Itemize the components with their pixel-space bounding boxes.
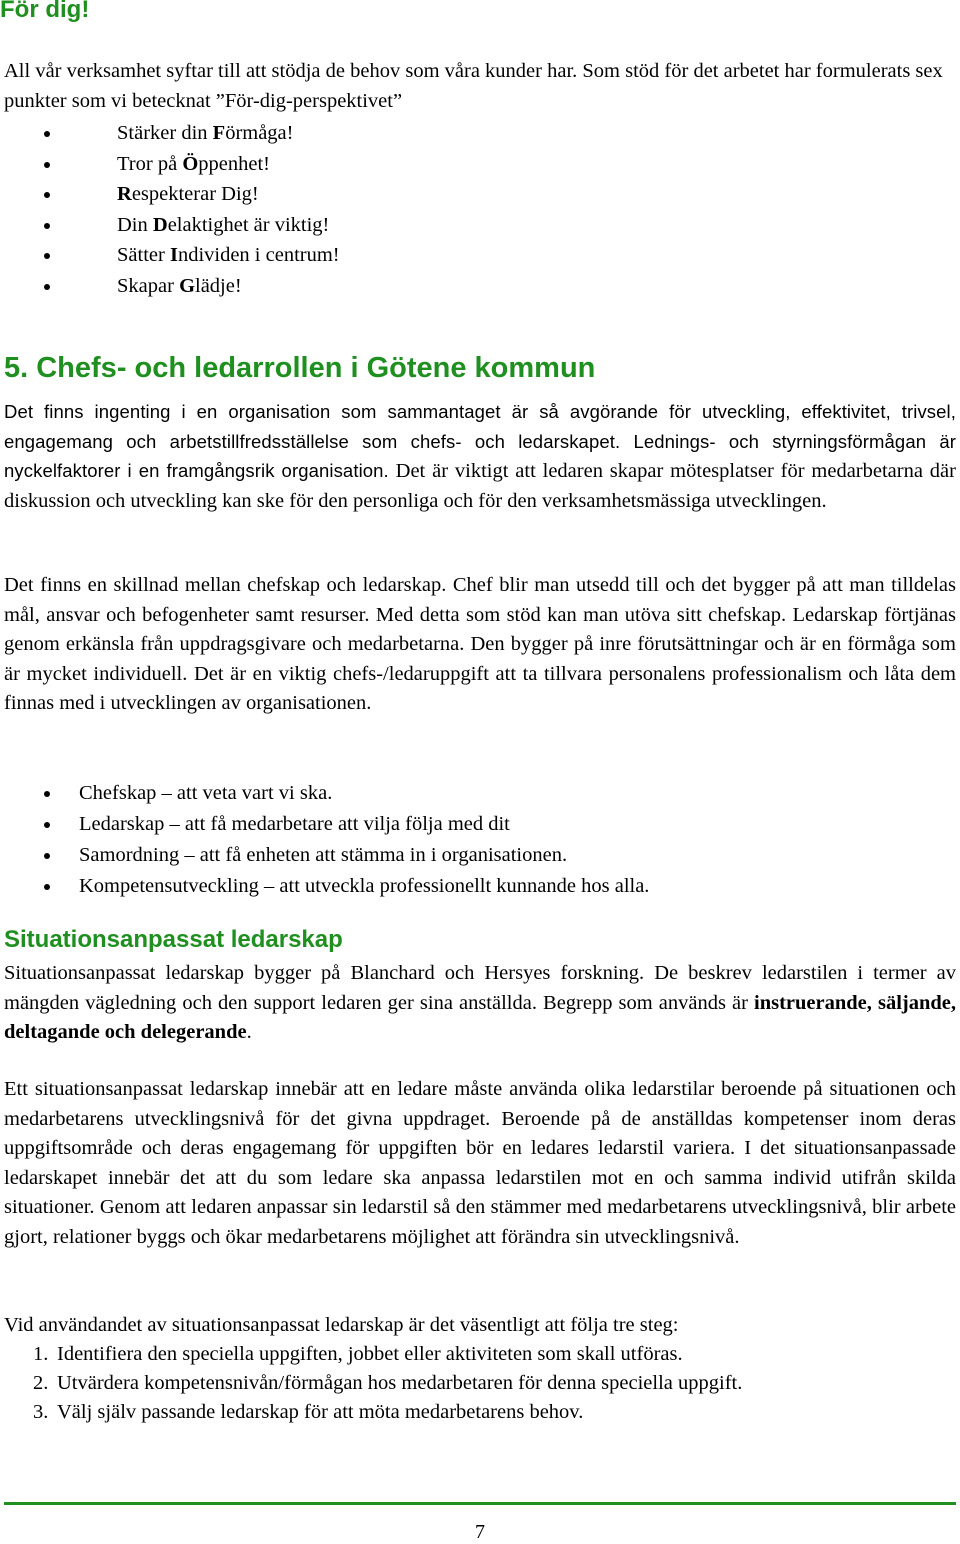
step-text: Välj själv passande ledarskap för att möta medarbetarens behov.: [57, 1401, 584, 1423]
page-heading: För dig!: [0, 0, 90, 23]
list-item-text: Samordning – att få enheten att stämma in i organisationen.: [79, 844, 568, 866]
subsection-paragraph-3: Vid användandet av situationsanpassat ledarskap är det väsentligt att följa tre steg:: [4, 1314, 679, 1336]
list-item-text: Din Delaktighet är viktig!: [117, 213, 330, 236]
bullet-icon: [44, 162, 50, 168]
bullet-icon: [44, 192, 50, 198]
list-item-text: Respekterar Dig!: [117, 183, 259, 205]
step-number: 3.: [33, 1401, 49, 1423]
step-text: Utvärdera kompetensnivån/förmågan hos medarbetaren för denna speciella uppgift.: [57, 1372, 743, 1394]
intro-paragraph: All vår verksamhet syftar till att stödja de behov som våra kunder har. Som stöd för det arbetet har formulerats sex punkter som vi betecknat ”För-dig-perspektivet”: [4, 60, 943, 112]
bullet-icon: [44, 822, 50, 828]
list-item-text: Sätter Individen i centrum!: [117, 244, 340, 266]
section-paragraph-2: Det finns en skillnad mellan chefskap och ledarskap. Chef blir man utsedd till och det bygger på att man tilldelas mål, ansvar och befogenheter samt resurser. Med detta som stöd kan man utöva sitt chefskap. Ledarskap förtjänas genom erkänsla från uppdragsgivare och medarbetarna. Den bygger på inre förutsättningar och är en förmåga som är mycket individuell. Det är en viktig chefs-/ledaruppgift att ta tillvara personalens professionalism och låta dem finnas med i utvecklingen av organisationen.: [4, 574, 956, 714]
bullet-icon: [44, 253, 50, 259]
step-number: 2.: [33, 1372, 49, 1394]
subsection-paragraph-2: Ett situationsanpassat ledarskap innebär att en ledare måste använda olika ledarstilar beroende på situationen och medarbetarens utvecklingsnivå för det givna uppdraget. Beroende på de anställdas kompetenser inom deras uppgiftsområde och deras engagemang för uppgiften bör en ledares ledarstil variera. I det situationsanpassade ledarskapet innebär det att du som ledare ska anpassa ledarstilen mot en och samma individ utifrån skilda situationer. Genom att ledaren anpassar sin ledarstil så den stämmer med medarbetarens utvecklingsnivå, blir arbete gjort, relationer byggs och ökar medarbetarens möjlighet att förändra sin utvecklingsnivå.: [4, 1078, 956, 1248]
bullet-icon: [44, 853, 50, 859]
list-item-text: Chefskap – att veta vart vi ska.: [79, 782, 333, 804]
bullet-icon: [44, 884, 50, 890]
list-item-text: Skapar Glädje!: [117, 274, 242, 297]
footer-divider: [4, 1502, 956, 1505]
bullet-icon: [44, 284, 50, 290]
section-paragraph-1: [4, 398, 956, 516]
step-text: Identifiera den speciella uppgiften, jobbet eller aktiviteten som skall utföras.: [57, 1343, 683, 1365]
bullet-icon: [44, 791, 50, 797]
step-number: 1.: [33, 1343, 49, 1365]
list-item-text: Ledarskap – att få medarbetare att vilja följa med dit: [79, 813, 510, 835]
list-item-text: Stärker din Förmåga!: [117, 122, 294, 144]
list-item-text: Kompetensutveckling – att utveckla professionellt kunnande hos alla.: [79, 875, 650, 897]
paragraph-sans-part: Det finns ingenting i en organisation som sammantaget är så avgörande för utveckling, effektivitet, trivsel, engagemang och arbetstillfredsställelse som chefs- och ledarskapet. Lednings- och styrningsförmågan är nyckelfaktorer i en framgångsrik organisation.: [4, 401, 956, 481]
bullet-icon: [44, 223, 50, 229]
list-item-text: Tror på Öppenhet!: [117, 152, 270, 175]
paragraph-serif-part: Det är viktigt att ledaren skapar mötesplatser för medarbetarna där diskussion och utveckling kan ske för den personliga och för den verksamhetsmässiga utvecklingen.: [4, 460, 956, 512]
page-number: 7: [475, 1521, 485, 1543]
subsection-heading: Situationsanpassat ledarskap: [4, 926, 343, 953]
bold-terms: instruerande, säljande, deltagande och delegerande: [4, 991, 956, 1043]
subsection-paragraph-1: Situationsanpassat ledarskap bygger på Blanchard och Hersyes forskning. De beskrev ledarstilen i termer av mängden vägledning och den support ledaren ger sina anställda. Begrepp som används är instruerande, säljande, deltagande och delegerande.: [4, 962, 956, 1043]
section-heading: 5. Chefs- och ledarrollen i Götene kommun: [4, 352, 596, 384]
bullet-icon: [44, 131, 50, 137]
